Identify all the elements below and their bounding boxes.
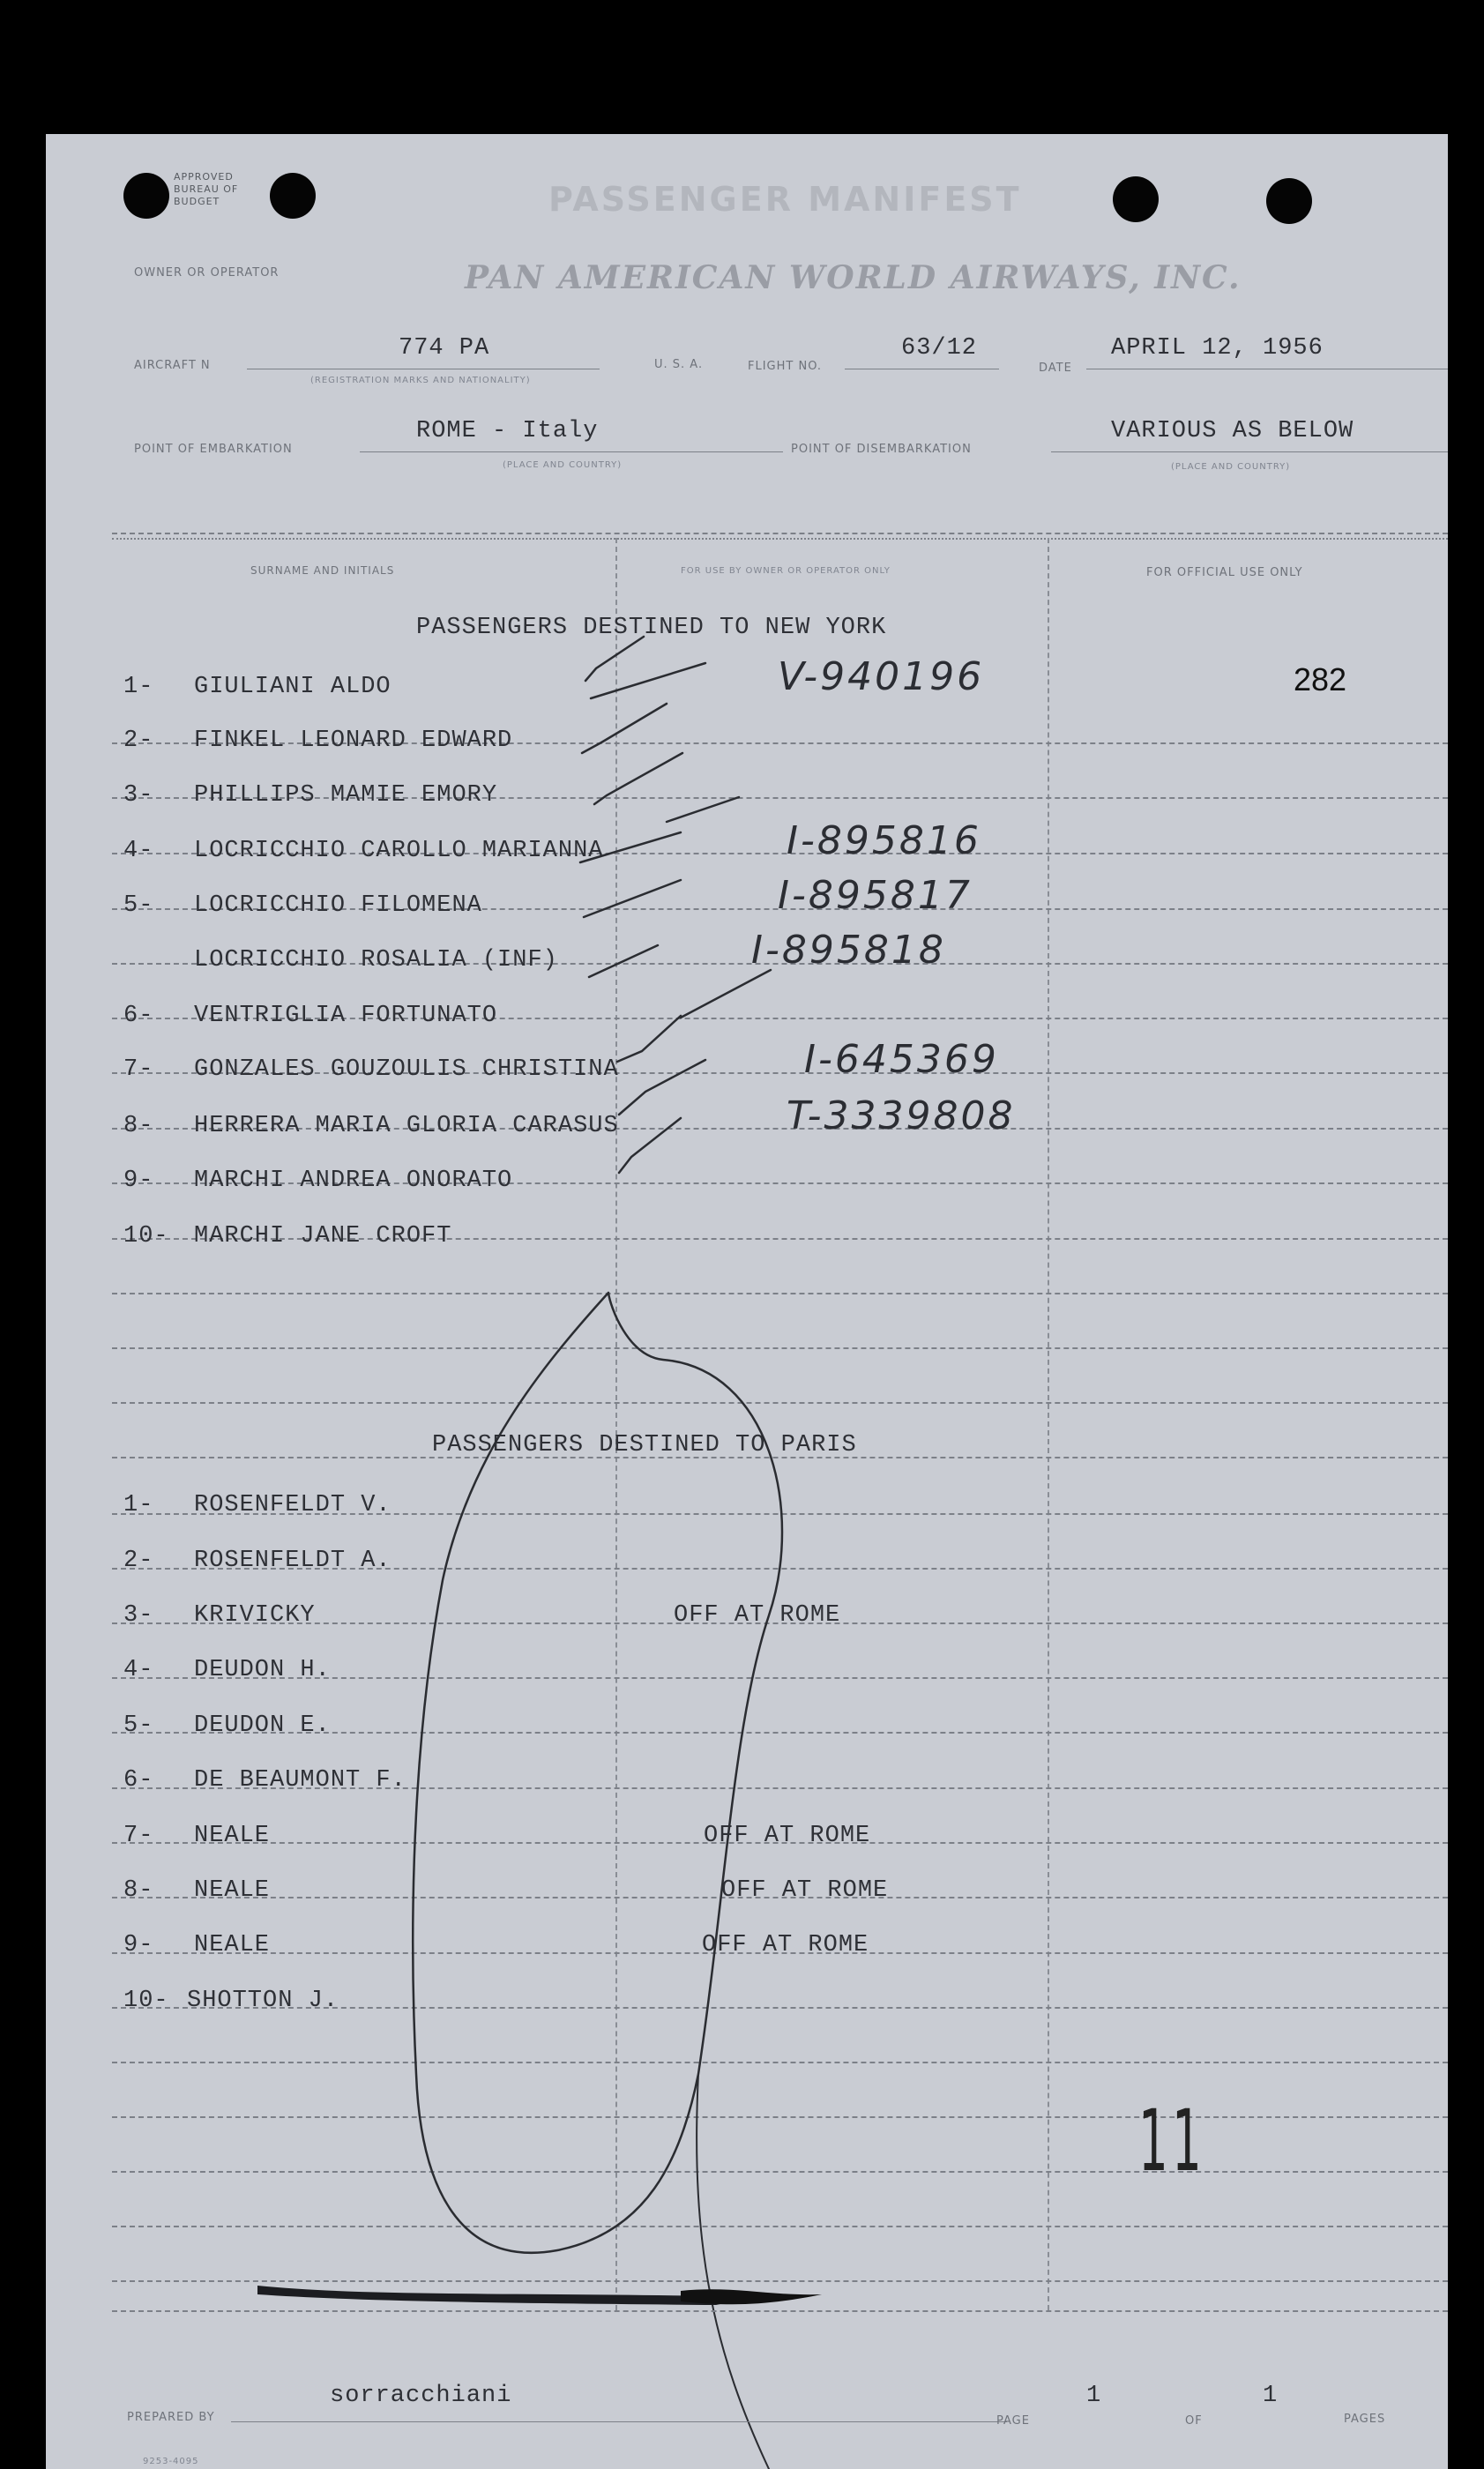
passport-number-note: I-895817 (778, 873, 973, 918)
passport-number-note: I-895818 (751, 928, 946, 973)
column-header-official-use: FOR OFFICIAL USE ONLY (1146, 566, 1303, 579)
passport-number-note: V-940196 (778, 654, 985, 699)
passport-number-note: I-645369 (804, 1037, 999, 1082)
date-value: APRIL 12, 1956 (1111, 335, 1324, 362)
off-at-rome-note: OFF AT ROME (704, 1823, 871, 1849)
section-heading-paris: PASSENGERS DESTINED TO PARIS (432, 1432, 857, 1458)
owner-value: PAN AMERICAN WORLD AIRWAYS, INC. (465, 259, 1242, 296)
column-header-owner-use: FOR USE BY OWNER OR OPERATOR ONLY (681, 566, 891, 576)
row-number: 3- (123, 1602, 154, 1629)
approval-stamp: APPROVED BUREAU OF BUDGET (174, 171, 239, 207)
passenger-name: FINKEL LEONARD EDWARD (194, 727, 513, 754)
row-number: 2- (123, 1548, 154, 1574)
row-number: 5- (123, 1712, 154, 1739)
row-number: 9- (123, 1932, 154, 1958)
prepared-by-label: PREPARED BY (127, 2411, 215, 2424)
passenger-name: MARCHI JANE CROFT (194, 1223, 452, 1249)
passenger-name: GIULIANI ALDO (194, 674, 392, 700)
row-number: 10- (123, 1988, 169, 2014)
passenger-name: PHILLIPS MAMIE EMORY (194, 782, 498, 809)
row-number: 8- (123, 1113, 154, 1139)
passenger-name: DE BEAUMONT F. (194, 1767, 406, 1794)
passenger-name: ROSENFELDT V. (194, 1492, 392, 1518)
off-at-rome-note: OFF AT ROME (674, 1602, 841, 1629)
aircraft-value: 774 PA (399, 335, 490, 362)
passenger-name: DEUDON H. (194, 1657, 331, 1683)
row-number: 6- (123, 1003, 154, 1029)
row-number: 6- (123, 1767, 154, 1794)
owner-label: OWNER OR OPERATOR (134, 266, 280, 280)
usa-label: U. S. A. (654, 358, 704, 371)
hand-mark: 11 (1138, 2092, 1206, 2190)
form-number: 9253-4095 (143, 2457, 199, 2466)
passenger-name: NEALE (194, 1877, 271, 1904)
disembark-sublabel: (PLACE AND COUNTRY) (1171, 462, 1291, 472)
column-header-surname: SURNAME AND INITIALS (250, 564, 395, 577)
page-value: 1 (1086, 2383, 1102, 2409)
row-number: 5- (123, 892, 154, 919)
flight-value: 63/12 (901, 335, 978, 362)
row-number: 2- (123, 727, 154, 754)
aircraft-sublabel: (REGISTRATION MARKS AND NATIONALITY) (310, 376, 531, 385)
passenger-name: LOCRICCHIO CAROLLO MARIANNA (194, 838, 604, 864)
passenger-name: VENTRIGLIA FORTUNATO (194, 1003, 498, 1029)
passenger-name: LOCRICCHIO FILOMENA (194, 892, 482, 919)
of-label: OF (1185, 2414, 1203, 2428)
page-title: PASSENGER MANIFEST (548, 180, 1022, 219)
prepared-by-value: sorracchiani (330, 2383, 512, 2409)
date-label: DATE (1039, 362, 1072, 375)
disembark-value: VARIOUS AS BELOW (1111, 418, 1354, 444)
passport-number-note: I-895816 (787, 818, 981, 863)
disembark-label: POINT OF DISEMBARKATION (791, 443, 972, 456)
embark-sublabel: (PLACE AND COUNTRY) (503, 460, 623, 470)
passenger-name: SHOTTON J. (187, 1988, 339, 2014)
aircraft-label: AIRCRAFT N (134, 359, 211, 372)
row-number: 1- (123, 1492, 154, 1518)
of-value: 1 (1263, 2383, 1279, 2409)
off-at-rome-note: OFF AT ROME (702, 1932, 869, 1958)
row-number: 9- (123, 1167, 154, 1194)
row-number: 8- (123, 1877, 154, 1904)
row-number: 4- (123, 1657, 154, 1683)
passenger-name: HERRERA MARIA GLORIA CARASUS (194, 1113, 619, 1139)
row-number: 7- (123, 1823, 154, 1849)
passenger-name: LOCRICCHIO ROSALIA (INF) (194, 947, 558, 973)
row-number: 1- (123, 674, 154, 700)
passenger-name: ROSENFELDT A. (194, 1548, 392, 1574)
row-number: 4- (123, 838, 154, 864)
pages-label: PAGES (1344, 2413, 1386, 2426)
passenger-name: NEALE (194, 1823, 271, 1849)
row-number: 10- (123, 1223, 169, 1249)
row-number: 7- (123, 1056, 154, 1083)
row-number: 3- (123, 782, 154, 809)
ink-marks (46, 134, 1448, 2469)
passenger-name: KRIVICKY (194, 1602, 316, 1629)
passenger-name: DEUDON E. (194, 1712, 331, 1739)
passport-number-note: T-3339808 (787, 1093, 1016, 1138)
off-at-rome-note: OFF AT ROME (721, 1877, 889, 1904)
official-note: 282 (1294, 661, 1347, 697)
section-heading-new-york: PASSENGERS DESTINED TO NEW YORK (416, 615, 887, 641)
embark-value: ROME - Italy (416, 418, 599, 444)
passenger-name: GONZALES GOUZOULIS CHRISTINA (194, 1056, 619, 1083)
embark-label: POINT OF EMBARKATION (134, 443, 293, 456)
flight-label: FLIGHT NO. (748, 360, 823, 373)
page-label: PAGE (996, 2414, 1030, 2428)
passenger-name: NEALE (194, 1932, 271, 1958)
passenger-name: MARCHI ANDREA ONORATO (194, 1167, 513, 1194)
manifest-sheet (46, 134, 1448, 2469)
